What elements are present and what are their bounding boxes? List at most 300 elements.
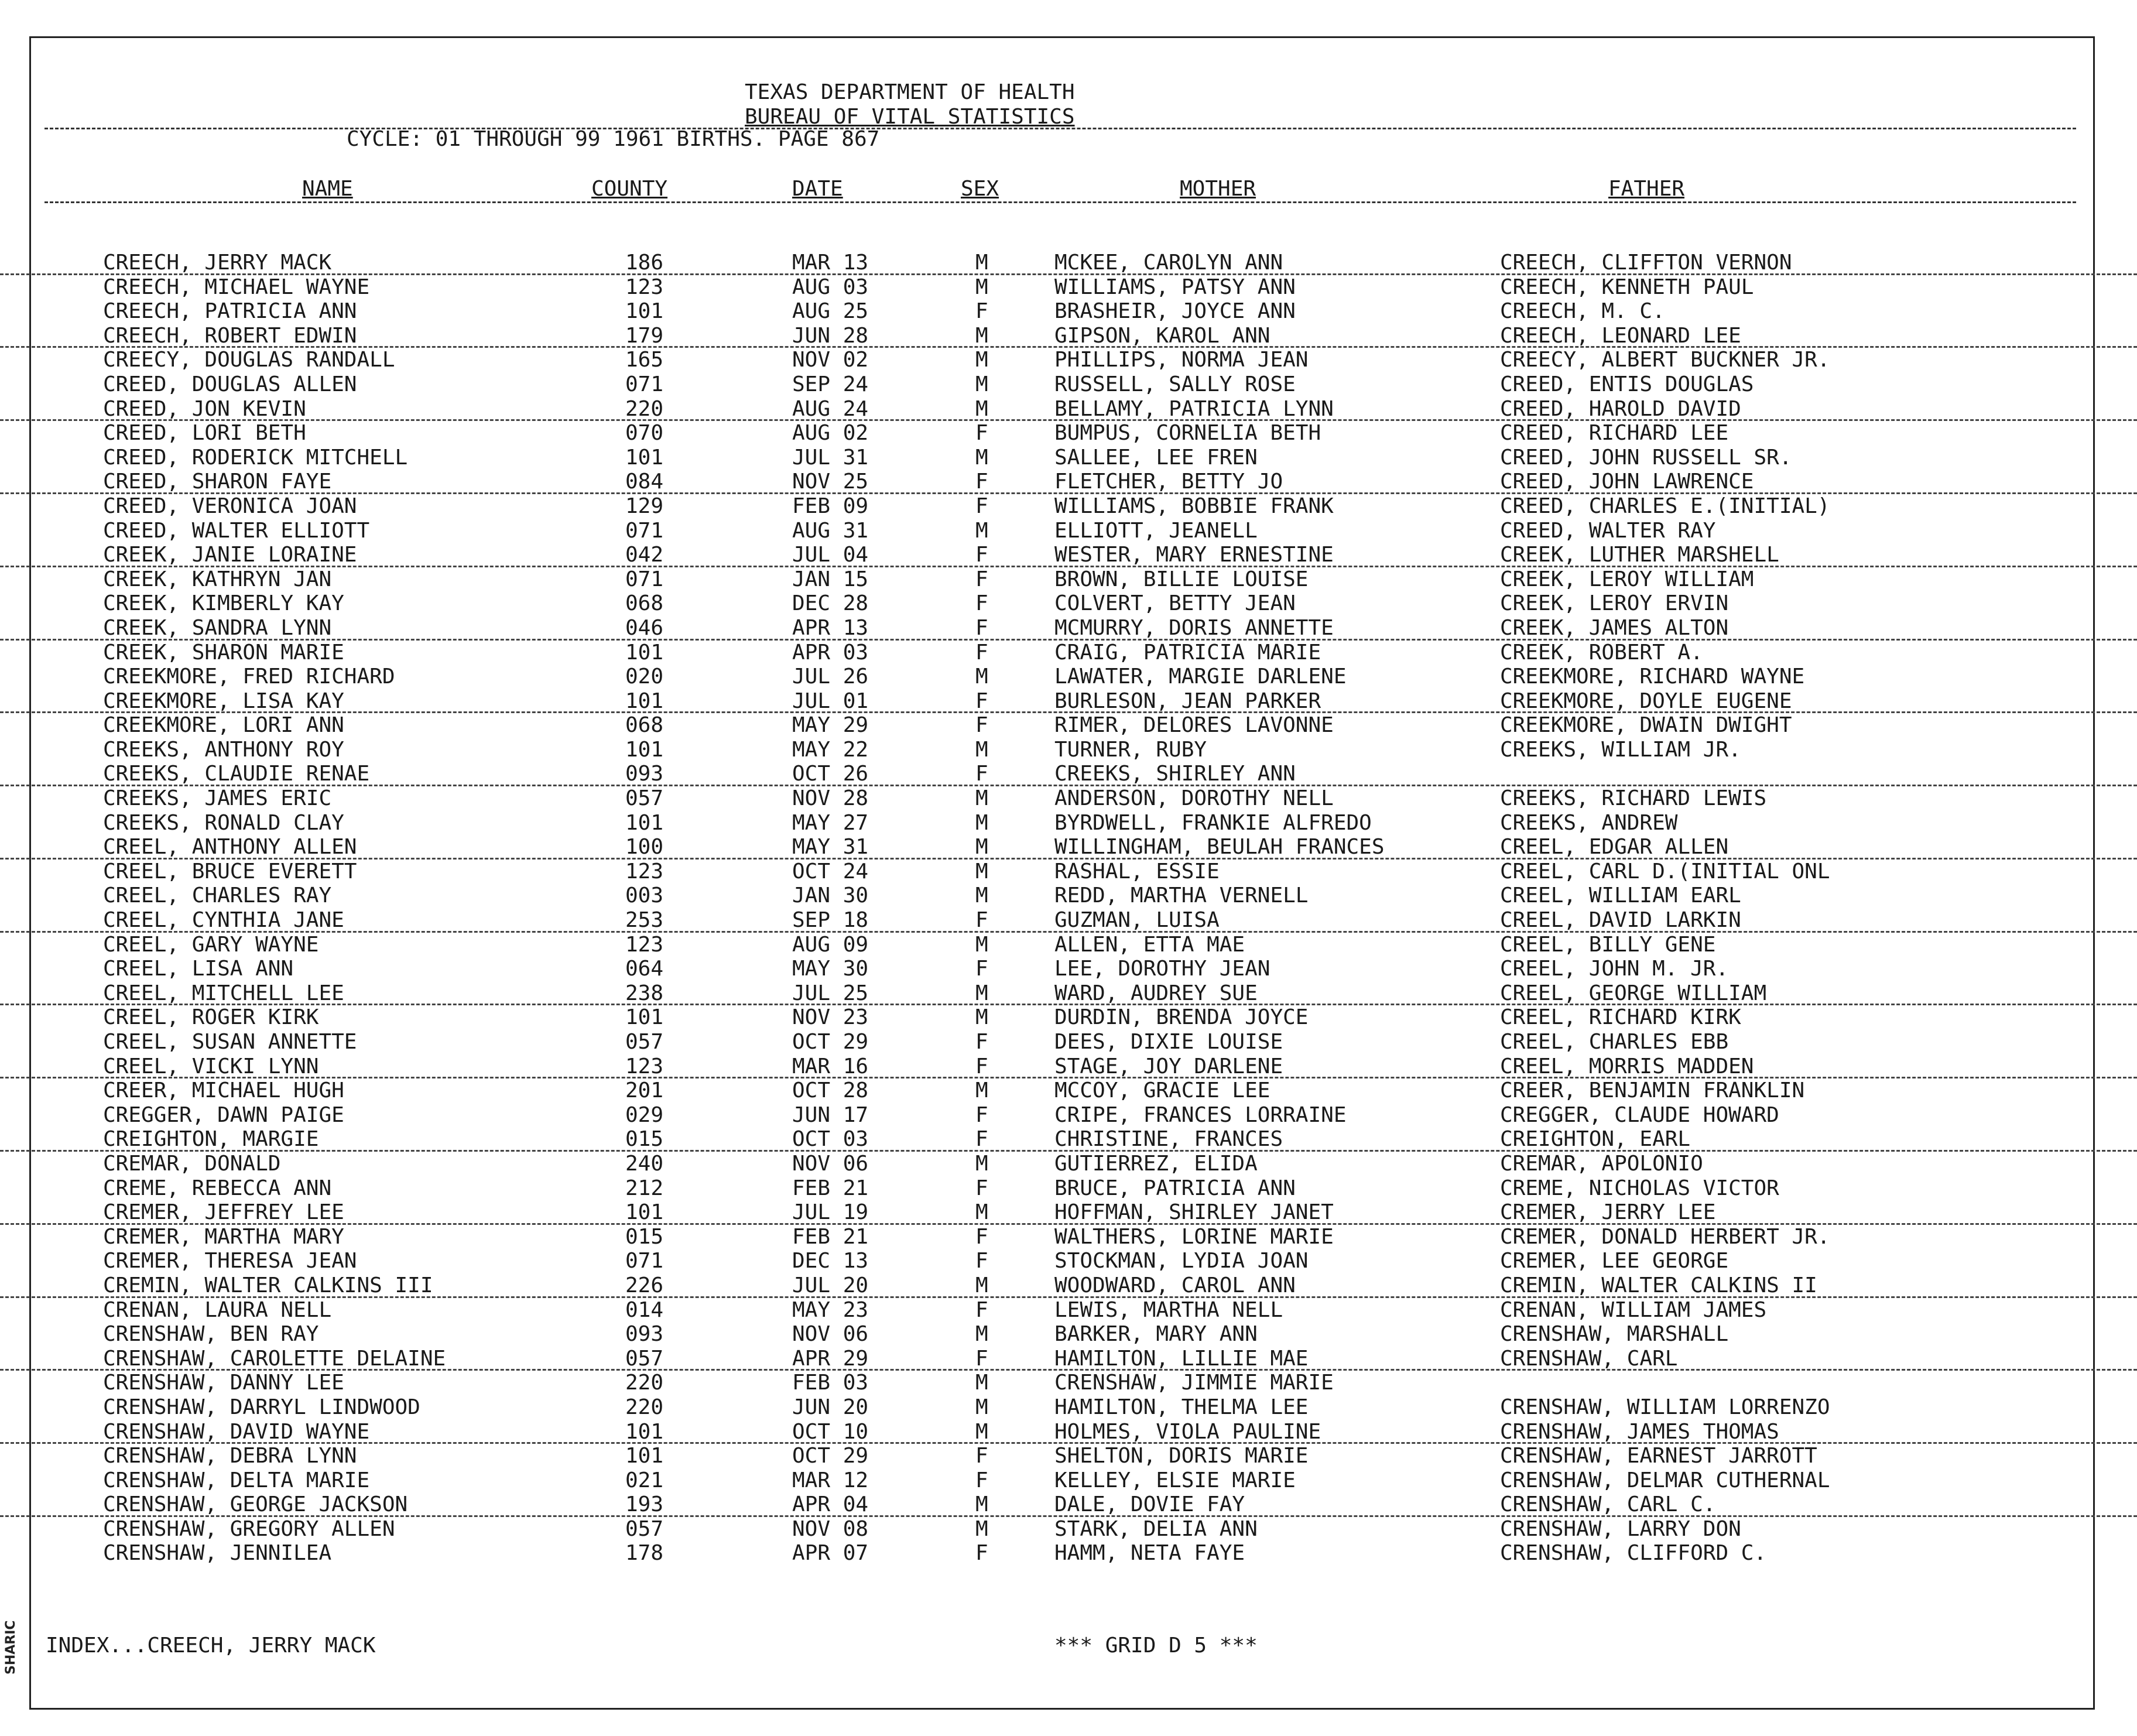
table-row — [0, 1127, 2137, 1152]
cell-county: 068 — [625, 713, 664, 738]
cell-date: MAY 29 — [792, 713, 869, 738]
cell-father: CREEL, DAVID LARKIN — [1500, 908, 1741, 933]
table-row — [0, 275, 2137, 300]
cell-father: CRENAN, WILLIAM JAMES — [1500, 1297, 1767, 1322]
cell-date: JUN 17 — [792, 1102, 869, 1127]
cell-father: CREECH, M. C. — [1500, 299, 1665, 324]
cell-father: CREMER, JERRY LEE — [1500, 1200, 1716, 1225]
cell-date: FEB 21 — [792, 1224, 869, 1249]
table-row — [0, 372, 2137, 397]
cell-father: CREEKS, RICHARD LEWIS — [1500, 786, 1767, 811]
cell-sex: F — [975, 1176, 988, 1200]
cell-date: OCT 03 — [792, 1127, 869, 1152]
table-row — [0, 884, 2137, 908]
cell-county: 071 — [625, 518, 664, 543]
cell-mother: HAMILTON, THELMA LEE — [1054, 1395, 1309, 1419]
cell-date: OCT 10 — [792, 1419, 869, 1444]
table-row — [0, 641, 2137, 665]
table-row — [0, 470, 2137, 494]
cell-date: JUN 20 — [792, 1395, 869, 1419]
cell-father: CREEL, MORRIS MADDEN — [1500, 1054, 1754, 1078]
cell-name: CREEKS, RONALD CLAY — [103, 810, 344, 835]
cell-date: AUG 24 — [792, 396, 869, 421]
cell-name: CREME, REBECCA ANN — [103, 1176, 332, 1200]
cell-name: CREEL, CHARLES RAY — [103, 884, 332, 908]
cell-date: NOV 02 — [792, 348, 869, 372]
cell-name: CREGGER, DAWN PAIGE — [103, 1102, 344, 1127]
table-row — [0, 1078, 2137, 1103]
cell-sex: F — [975, 1054, 988, 1078]
cell-mother: STAGE, JOY DARLENE — [1054, 1054, 1283, 1078]
cell-father: CREEL, EDGAR ALLEN — [1500, 835, 1729, 860]
cell-date: AUG 03 — [792, 275, 869, 299]
cell-sex: F — [975, 494, 988, 518]
cell-name: CREEL, LISA ANN — [103, 957, 294, 981]
cell-sex: F — [975, 1541, 988, 1566]
cell-date: MAY 27 — [792, 810, 869, 835]
cell-name: CREEK, KATHRYN JAN — [103, 567, 332, 591]
cell-mother: CRIPE, FRANCES LORRAINE — [1054, 1102, 1347, 1127]
cell-mother: HOLMES, VIOLA PAULINE — [1054, 1419, 1321, 1444]
table-row — [0, 860, 2137, 884]
col-header-sex: SEX — [961, 177, 999, 201]
cell-date: SEP 18 — [792, 908, 869, 933]
table-row — [0, 567, 2137, 592]
cell-mother: MCKEE, CAROLYN ANN — [1054, 251, 1283, 275]
cell-date: DEC 28 — [792, 591, 869, 616]
cell-father: CREMER, DONALD HERBERT JR. — [1500, 1224, 1830, 1249]
cell-county: 179 — [625, 323, 664, 348]
cell-date: FEB 21 — [792, 1176, 869, 1200]
cell-sex: F — [975, 1297, 988, 1322]
cell-mother: WILLIAMS, PATSY ANN — [1054, 275, 1296, 299]
cell-county: 165 — [625, 348, 664, 372]
cell-father: CRENSHAW, DELMAR CUTHERNAL — [1500, 1468, 1830, 1492]
cell-mother: RASHAL, ESSIE — [1054, 859, 1220, 884]
cell-sex: M — [975, 1492, 988, 1517]
cell-date: APR 04 — [792, 1492, 869, 1517]
cell-mother: CREEKS, SHIRLEY ANN — [1054, 762, 1296, 786]
column-header-divider — [44, 201, 2076, 203]
cell-county: 212 — [625, 1176, 664, 1200]
col-header-mother: MOTHER — [1180, 177, 1256, 201]
cell-county: 101 — [625, 299, 664, 324]
cell-sex: M — [975, 1419, 988, 1444]
cell-mother: DURDIN, BRENDA JOYCE — [1054, 1005, 1309, 1030]
cell-name: CREEKMORE, LISA KAY — [103, 689, 344, 713]
cell-mother: BYRDWELL, FRANKIE ALFREDO — [1054, 810, 1372, 835]
side-label: SHARIC — [4, 1620, 18, 1675]
cell-sex: M — [975, 859, 988, 884]
cell-name: CREEL, SUSAN ANNETTE — [103, 1030, 357, 1054]
cell-name: CREED, RODERICK MITCHELL — [103, 445, 408, 470]
table-row — [0, 665, 2137, 689]
cell-county: 253 — [625, 908, 664, 933]
cell-county: 101 — [625, 1444, 664, 1468]
cell-name: CREEL, GARY WAYNE — [103, 932, 319, 957]
cell-mother: LEE, DOROTHY JEAN — [1054, 957, 1270, 981]
cell-name: CREECY, DOUGLAS RANDALL — [103, 348, 395, 372]
cell-mother: SALLEE, LEE FREN — [1054, 445, 1258, 470]
cell-date: JUL 20 — [792, 1273, 869, 1297]
cell-mother: LAWATER, MARGIE DARLENE — [1054, 665, 1347, 689]
cell-name: CREEK, SANDRA LYNN — [103, 615, 332, 640]
table-row — [0, 324, 2137, 348]
cell-name: CREEKMORE, LORI ANN — [103, 713, 344, 738]
cell-sex: F — [975, 908, 988, 933]
table-row — [0, 1420, 2137, 1444]
cell-county: 101 — [625, 1200, 664, 1225]
table-row — [0, 1468, 2137, 1493]
cell-sex: F — [975, 713, 988, 738]
table-row — [0, 1517, 2137, 1542]
table-row — [0, 1322, 2137, 1347]
cell-father: CREED, WALTER RAY — [1500, 518, 1716, 543]
cell-county: 071 — [625, 567, 664, 591]
cell-name: CREEL, ANTHONY ALLEN — [103, 835, 357, 860]
cell-name: CREEKS, ANTHONY ROY — [103, 737, 344, 762]
grid-footer: *** GRID D 5 *** — [1054, 1634, 1258, 1658]
cell-father: CREED, CHARLES E.(INITIAL) — [1500, 494, 1830, 518]
cell-sex: F — [975, 543, 988, 567]
cell-mother: HAMILTON, LILLIE MAE — [1054, 1346, 1309, 1371]
cell-father: CREED, HAROLD DAVID — [1500, 396, 1741, 421]
table-row — [0, 689, 2137, 714]
cell-name: CREER, MICHAEL HUGH — [103, 1078, 344, 1103]
cell-mother: PHILLIPS, NORMA JEAN — [1054, 348, 1309, 372]
cell-father: CREIGHTON, EARL — [1500, 1127, 1691, 1152]
cell-county: 123 — [625, 859, 664, 884]
table-row — [0, 348, 2137, 372]
cell-county: 240 — [625, 1151, 664, 1176]
cell-sex: F — [975, 1102, 988, 1127]
cell-mother: RIMER, DELORES LAVONNE — [1054, 713, 1334, 738]
cell-mother: GIPSON, KAROL ANN — [1054, 323, 1270, 348]
cell-date: JUL 25 — [792, 981, 869, 1005]
cell-date: JUL 19 — [792, 1200, 869, 1225]
table-row — [0, 299, 2137, 324]
cell-name: CREECH, JERRY MACK — [103, 251, 332, 275]
cell-county: 057 — [625, 1346, 664, 1371]
cell-sex: F — [975, 762, 988, 786]
cell-county: 101 — [625, 640, 664, 665]
cell-mother: ANDERSON, DOROTHY NELL — [1054, 786, 1334, 811]
cell-county: 021 — [625, 1468, 664, 1492]
cell-mother: SHELTON, DORIS MARIE — [1054, 1444, 1309, 1468]
cell-sex: F — [975, 615, 988, 640]
cell-county: 186 — [625, 251, 664, 275]
cell-date: OCT 26 — [792, 762, 869, 786]
cell-mother: FLETCHER, BETTY JO — [1054, 470, 1283, 494]
cell-county: 129 — [625, 494, 664, 518]
cell-father: CREEK, LUTHER MARSHELL — [1500, 543, 1779, 567]
cell-date: JUL 26 — [792, 665, 869, 689]
cell-mother: BARKER, MARY ANN — [1054, 1322, 1258, 1347]
cell-mother: BURLESON, JEAN PARKER — [1054, 689, 1321, 713]
cell-father: CRENSHAW, MARSHALL — [1500, 1322, 1729, 1347]
table-row — [0, 908, 2137, 933]
table-row — [0, 811, 2137, 836]
cell-date: JUL 31 — [792, 445, 869, 470]
cell-county: 193 — [625, 1492, 664, 1517]
cell-name: CRENSHAW, JENNILEA — [103, 1541, 332, 1566]
cell-sex: M — [975, 518, 988, 543]
cell-name: CREED, VERONICA JOAN — [103, 494, 357, 518]
cell-county: 123 — [625, 932, 664, 957]
cell-mother: WARD, AUDREY SUE — [1054, 981, 1258, 1005]
cell-date: NOV 08 — [792, 1516, 869, 1541]
cell-mother: KELLEY, ELSIE MARIE — [1054, 1468, 1296, 1492]
cell-county: 100 — [625, 835, 664, 860]
cell-father: CREEK, ROBERT A. — [1500, 640, 1703, 665]
table-row — [0, 421, 2137, 446]
cell-sex: M — [975, 445, 988, 470]
cell-mother: LEWIS, MARTHA NELL — [1054, 1297, 1283, 1322]
cell-sex: F — [975, 957, 988, 981]
cell-sex: M — [975, 1273, 988, 1297]
cell-father: CREER, BENJAMIN FRANKLIN — [1500, 1078, 1805, 1103]
table-row — [0, 1005, 2137, 1030]
cell-sex: M — [975, 275, 988, 299]
cell-county: 101 — [625, 689, 664, 713]
cell-name: CREMIN, WALTER CALKINS III — [103, 1273, 433, 1297]
cell-sex: F — [975, 640, 988, 665]
cell-mother: WOODWARD, CAROL ANN — [1054, 1273, 1296, 1297]
cell-father: CREED, JOHN LAWRENCE — [1500, 470, 1754, 494]
cell-county: 064 — [625, 957, 664, 981]
cell-father: CREEKMORE, DOYLE EUGENE — [1500, 689, 1792, 713]
cell-name: CREEL, BRUCE EVERETT — [103, 859, 357, 884]
cell-county: 178 — [625, 1541, 664, 1566]
cell-county: 123 — [625, 275, 664, 299]
cell-name: CRENSHAW, CAROLETTE DELAINE — [103, 1346, 446, 1371]
cell-date: APR 03 — [792, 640, 869, 665]
table-row — [0, 1225, 2137, 1249]
cell-sex: M — [975, 786, 988, 811]
cell-father: CREECH, CLIFFTON VERNON — [1500, 251, 1792, 275]
birth-records-table — [0, 251, 2137, 1566]
cell-county: 029 — [625, 1102, 664, 1127]
table-row — [0, 1273, 2137, 1298]
cell-name: CREEL, ROGER KIRK — [103, 1005, 319, 1030]
cell-date: MAR 13 — [792, 251, 869, 275]
cell-date: FEB 03 — [792, 1371, 869, 1395]
cell-mother: BELLAMY, PATRICIA LYNN — [1054, 396, 1334, 421]
col-header-county: COUNTY — [591, 177, 668, 201]
cell-sex: M — [975, 1200, 988, 1225]
cell-sex: M — [975, 1322, 988, 1347]
cell-county: 238 — [625, 981, 664, 1005]
cell-county: 020 — [625, 665, 664, 689]
cell-date: NOV 28 — [792, 786, 869, 811]
cell-county: 015 — [625, 1224, 664, 1249]
cell-county: 101 — [625, 810, 664, 835]
cell-father: CREECH, KENNETH PAUL — [1500, 275, 1754, 299]
cell-date: OCT 29 — [792, 1444, 869, 1468]
table-row — [0, 1152, 2137, 1176]
table-row — [0, 933, 2137, 957]
cell-father: CRENSHAW, EARNEST JARROTT — [1500, 1444, 1817, 1468]
cell-date: OCT 28 — [792, 1078, 869, 1103]
cell-sex: F — [975, 1444, 988, 1468]
cell-father: CRENSHAW, CARL C. — [1500, 1492, 1716, 1517]
cell-father: CREEL, CARL D.(INITIAL ONL — [1500, 859, 1830, 884]
cell-father: CRENSHAW, LARRY DON — [1500, 1516, 1741, 1541]
cell-county: 071 — [625, 1249, 664, 1273]
cell-county: 003 — [625, 884, 664, 908]
table-row — [0, 1054, 2137, 1079]
cell-date: AUG 31 — [792, 518, 869, 543]
table-row — [0, 1541, 2137, 1566]
cell-sex: M — [975, 981, 988, 1005]
cell-father: CRENSHAW, CLIFFORD C. — [1500, 1541, 1767, 1566]
cell-sex: M — [975, 835, 988, 860]
cell-sex: F — [975, 470, 988, 494]
cell-sex: M — [975, 1078, 988, 1103]
cell-father: CRENSHAW, JAMES THOMAS — [1500, 1419, 1779, 1444]
cell-date: OCT 29 — [792, 1030, 869, 1054]
title-department: TEXAS DEPARTMENT OF HEALTH — [745, 80, 1075, 104]
cell-county: 101 — [625, 1419, 664, 1444]
col-header-father: FATHER — [1608, 177, 1685, 201]
cell-date: MAR 12 — [792, 1468, 869, 1492]
cell-name: CRENSHAW, DAVID WAYNE — [103, 1419, 370, 1444]
cell-date: JAN 15 — [792, 567, 869, 591]
cell-father: CREEKS, ANDREW — [1500, 810, 1678, 835]
cycle-line: CYCLE: 01 THROUGH 99 1961 BIRTHS. PAGE 867 — [347, 127, 880, 151]
cell-name: CREED, JON KEVIN — [103, 396, 306, 421]
table-row — [0, 1030, 2137, 1054]
cell-father: CRENSHAW, WILLIAM LORRENZO — [1500, 1395, 1830, 1419]
cell-name: CREMER, THERESA JEAN — [103, 1249, 357, 1273]
cell-mother: ELLIOTT, JEANELL — [1054, 518, 1258, 543]
cell-date: APR 29 — [792, 1346, 869, 1371]
cell-father: CREGGER, CLAUDE HOWARD — [1500, 1102, 1779, 1127]
cell-name: CRENSHAW, GEORGE JACKSON — [103, 1492, 408, 1517]
cell-name: CREED, LORI BETH — [103, 421, 306, 446]
col-header-date: DATE — [792, 177, 843, 201]
cell-county: 057 — [625, 786, 664, 811]
cell-father: CREEKS, WILLIAM JR. — [1500, 737, 1741, 762]
cell-father: CREED, JOHN RUSSELL SR. — [1500, 445, 1792, 470]
cell-date: JAN 30 — [792, 884, 869, 908]
title-bureau: BUREAU OF VITAL STATISTICS — [745, 105, 1075, 129]
cell-county: 068 — [625, 591, 664, 616]
cell-name: CREMAR, DONALD — [103, 1151, 281, 1176]
cell-date: DEC 13 — [792, 1249, 869, 1273]
cell-father: CREEK, LEROY WILLIAM — [1500, 567, 1754, 591]
table-row — [0, 786, 2137, 811]
table-row — [0, 981, 2137, 1006]
cell-county: 123 — [625, 1054, 664, 1078]
cell-mother: CRENSHAW, JIMMIE MARIE — [1054, 1371, 1334, 1395]
cell-county: 093 — [625, 1322, 664, 1347]
table-row — [0, 397, 2137, 422]
cell-mother: CRAIG, PATRICIA MARIE — [1054, 640, 1321, 665]
cell-sex: M — [975, 372, 988, 396]
cell-date: FEB 09 — [792, 494, 869, 518]
table-row — [0, 1395, 2137, 1420]
col-header-name: NAME — [302, 177, 353, 201]
cell-sex: F — [975, 1249, 988, 1273]
cell-name: CREMER, MARTHA MARY — [103, 1224, 344, 1249]
cell-father: CREEK, JAMES ALTON — [1500, 615, 1729, 640]
cell-father: CREEK, LEROY ERVIN — [1500, 591, 1729, 616]
cell-name: CREEK, SHARON MARIE — [103, 640, 344, 665]
cell-father: CREECH, LEONARD LEE — [1500, 323, 1741, 348]
cell-name: CREEL, MITCHELL LEE — [103, 981, 344, 1005]
cell-date: JUN 28 — [792, 323, 869, 348]
cell-sex: F — [975, 1224, 988, 1249]
cell-mother: BUMPUS, CORNELIA BETH — [1054, 421, 1321, 446]
cell-date: APR 07 — [792, 1541, 869, 1566]
cell-sex: M — [975, 737, 988, 762]
cell-mother: HAMM, NETA FAYE — [1054, 1541, 1245, 1566]
cell-name: CREEL, VICKI LYNN — [103, 1054, 319, 1078]
table-row — [0, 762, 2137, 786]
cell-name: CREEK, JANIE LORAINE — [103, 543, 357, 567]
cell-name: CREIGHTON, MARGIE — [103, 1127, 319, 1152]
cell-county: 071 — [625, 372, 664, 396]
table-row — [0, 1249, 2137, 1273]
cell-name: CREECH, ROBERT EDWIN — [103, 323, 357, 348]
cell-father: CREEL, RICHARD KIRK — [1500, 1005, 1741, 1030]
cell-county: 093 — [625, 762, 664, 786]
table-row — [0, 738, 2137, 762]
table-row — [0, 1103, 2137, 1128]
cell-date: NOV 23 — [792, 1005, 869, 1030]
cell-father: CREED, RICHARD LEE — [1500, 421, 1729, 446]
cell-mother: WILLIAMS, BOBBIE FRANK — [1054, 494, 1334, 518]
cell-sex: M — [975, 323, 988, 348]
cell-date: MAY 23 — [792, 1297, 869, 1322]
cell-name: CRENSHAW, DARRYL LINDWOOD — [103, 1395, 420, 1419]
cell-date: NOV 06 — [792, 1322, 869, 1347]
cell-sex: M — [975, 251, 988, 275]
cell-county: 084 — [625, 470, 664, 494]
cell-mother: RUSSELL, SALLY ROSE — [1054, 372, 1296, 396]
cell-date: AUG 09 — [792, 932, 869, 957]
cell-mother: MCMURRY, DORIS ANNETTE — [1054, 615, 1334, 640]
table-row — [0, 957, 2137, 981]
cell-date: MAY 30 — [792, 957, 869, 981]
table-row — [0, 1371, 2137, 1395]
cell-date: APR 13 — [792, 615, 869, 640]
cell-mother: CHRISTINE, FRANCES — [1054, 1127, 1283, 1152]
cell-father: CREEKMORE, DWAIN DWIGHT — [1500, 713, 1792, 738]
cell-mother: ALLEN, ETTA MAE — [1054, 932, 1245, 957]
cell-name: CREED, SHARON FAYE — [103, 470, 332, 494]
cell-county: 057 — [625, 1030, 664, 1054]
table-row — [0, 1492, 2137, 1517]
cell-sex: F — [975, 1346, 988, 1371]
cell-mother: DALE, DOVIE FAY — [1054, 1492, 1245, 1517]
cell-sex: M — [975, 396, 988, 421]
cell-father: CREMAR, APOLONIO — [1500, 1151, 1703, 1176]
cell-sex: M — [975, 884, 988, 908]
cell-sex: F — [975, 689, 988, 713]
cell-name: CREED, DOUGLAS ALLEN — [103, 372, 357, 396]
table-row — [0, 446, 2137, 470]
cell-name: CREEKS, CLAUDIE RENAE — [103, 762, 370, 786]
cell-date: MAR 16 — [792, 1054, 869, 1078]
cell-father: CREEL, CHARLES EBB — [1500, 1030, 1729, 1054]
cell-mother: BRUCE, PATRICIA ANN — [1054, 1176, 1296, 1200]
cell-sex: F — [975, 1127, 988, 1152]
cell-county: 042 — [625, 543, 664, 567]
table-row — [0, 591, 2137, 616]
cell-date: JUL 04 — [792, 543, 869, 567]
